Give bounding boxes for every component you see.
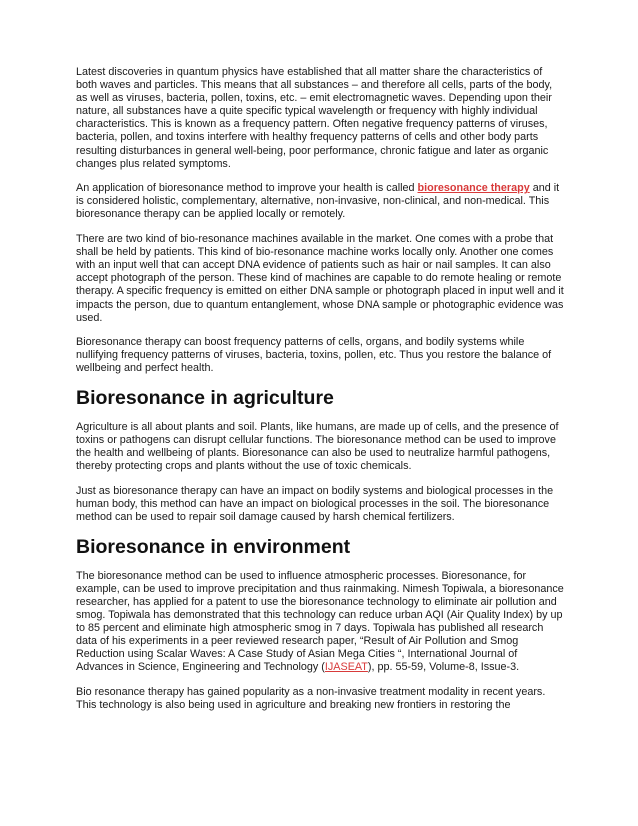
intro-paragraph-1: Latest discoveries in quantum physics have established that all matter share the characteristics of both waves and particles. This means that all substances – and therefore all cells, parts of the body, as well as viruses, bacteria, pollen, toxins, etc. – emit electromagnetic waves. Depending upon their nature, all substances have a quite specific typical wavelength or frequency with highly individual characteristics. This is known as a frequency pattern. Often negative frequency patterns of viruses, bacteria, pollen, and toxins interfere with healthy frequency patterns of cells and other body parts resulting disturbances in general well-being, poor performance, chronic fatigue and later as organic changes plus related symptoms. <box>76 66 553 170</box>
intro-paragraph-2-text-a: An application of bioresonance method to improve your health is called <box>76 182 418 195</box>
agriculture-paragraph-2: Just as bioresonance therapy can have an impact on bodily systems and biological processes in the human body, this method can have an impact on biological processes in the soil. The bioresonance method can be used to repair soil damage caused by harsh chemical fertilizers. <box>76 484 554 524</box>
agriculture-paragraph-1: Agriculture is all about plants and soil. Plants, like humans, are made up of cells, and the presence of toxins or pathogens can disrupt cellular functions. The bioresonance method can be used to improve the health and wellbeing of plants. Bioresonance can also be used to neutralize harmful pathogens, thereby protecting crops and plants without the use of toxic chemicals. <box>76 420 559 473</box>
intro-paragraph-2-text-b: and it is considered holistic, complementary, alternative, non-invasive, non-clinical, and non-medical. This bioresonance therapy can be applied locally or remotely. <box>76 182 560 221</box>
environment-paragraph-1 <box>76 570 564 675</box>
environment-paragraph-2: Bio resonance therapy has gained popularity as a non-invasive treatment modality in recent years. This technology is also being used in agriculture and breaking new frontiers in restoring the <box>76 685 546 711</box>
document-page <box>76 66 564 724</box>
environment-paragraph-1-text-b: ), pp. 55-59, Volume-8, Issue-3. <box>367 661 520 674</box>
ijaseat-link[interactable]: IJASEAT <box>324 661 368 674</box>
bioresonance-therapy-link[interactable]: bioresonance therapy <box>417 182 530 195</box>
intro-paragraph-4: Bioresonance therapy can boost frequency patterns of cells, organs, and bodily systems while nullifying frequency patterns of viruses, bacteria, toxins, pollen, etc. Thus you restore the balance of wellbeing and perfect health. <box>76 336 552 375</box>
intro-paragraph-3: There are two kind of bio-resonance machines available in the market. One comes with a probe that shall be held by patients. This kind of bio-resonance machine works locally only. Another one comes with an input well that can accept DNA evidence of patients such as hair or nail samples. It can also accept photograph of the person. These kind of machines are capable to do remote healing or remote therapy. A specific frequency is emitted on either DNA sample or photograph placed in input well and it impacts the person, due to quantum entanglement, whose DNA sample or photographic evidence was used. <box>76 233 564 324</box>
intro-paragraph-2 <box>76 182 564 221</box>
environment-heading: Bioresonance in environment <box>76 535 351 558</box>
agriculture-heading: Bioresonance in agriculture <box>76 386 334 409</box>
environment-paragraph-1-text-a: The bioresonance method can be used to influence atmospheric processes. Bioresonance, for example, can be used to improve precipitation and thus rainmaking. Nimesh Topiwala, a bioresonance researcher, has applied for a patent to use the bioresonance technology to eliminate air pollution and smog. Topiwala has demonstrated that this technology can reduce urban AQI (Air Quality Index) by up to 85 percent and eliminate high atmospheric smog in 7 days. Topiwala has published all research data of his experiments in a peer reviewed research paper, “Result of Air Pollution and Smog Reduction using Scalar Waves: A Case Study of Asian Mega Cities “, International Journal of Advances in Science, Engineering and Technology ( <box>76 569 564 674</box>
